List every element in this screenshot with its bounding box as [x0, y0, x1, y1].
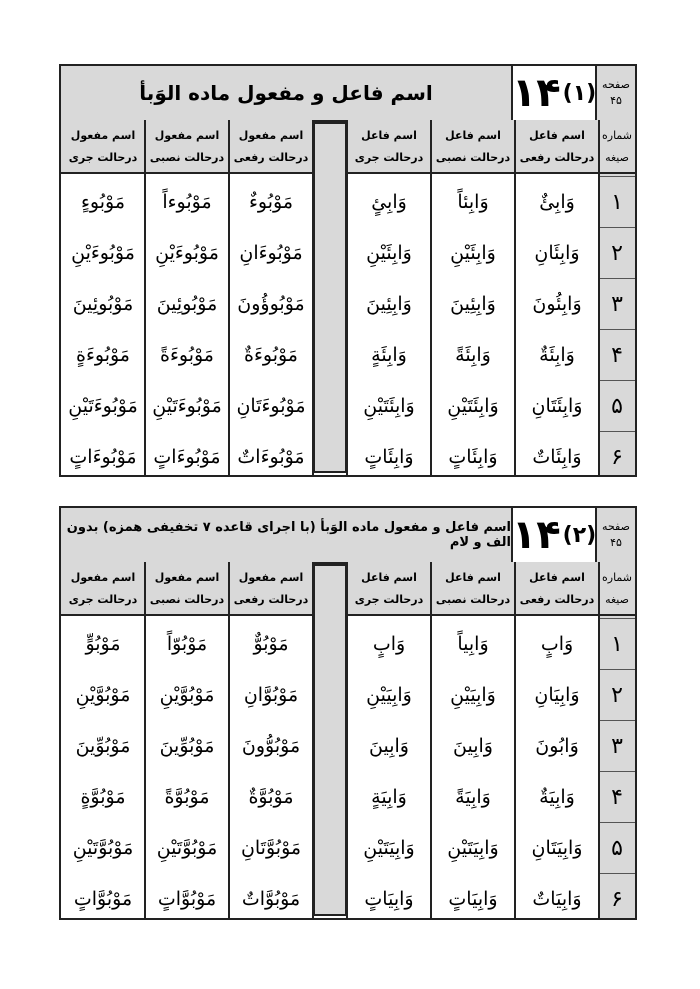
- table-number: ۱۴: [511, 512, 561, 558]
- table-cell: مَوْبُوءَتَيْنِ: [152, 394, 222, 417]
- table-cell: مَوْبُوءَاتٍ: [153, 445, 221, 468]
- column-header: [515, 562, 599, 616]
- table-column: [431, 562, 515, 918]
- table-column: [515, 562, 599, 918]
- grid-line: [228, 562, 230, 918]
- table-cell: وَابِئٌ: [539, 190, 575, 213]
- table-cell: وَابِئَيْنِ: [450, 241, 496, 264]
- table-cell: وَابِينَ: [369, 734, 409, 757]
- table-column: [61, 562, 145, 918]
- table-cell: مَوْبُوءَتَيْنِ: [68, 394, 138, 417]
- column-header-line1: اسم فاعل: [529, 570, 585, 584]
- table-cell: وَابِئَتَيْنِ: [363, 394, 415, 417]
- table-cell: وَابِيَاتٍ: [364, 887, 414, 910]
- table-cell: وَابِئَاتٌ: [532, 445, 582, 468]
- table-cell: مَوْبُوءَانِ: [239, 241, 303, 264]
- column-header: [431, 562, 515, 616]
- table-cell: مَوْبُوِّينَ: [159, 734, 215, 757]
- table-cell: وَابِينَ: [453, 734, 493, 757]
- grid-line: [144, 120, 146, 475]
- grid-line: [144, 562, 146, 918]
- table-cell: وَابِئَةٍ: [371, 343, 407, 366]
- table-cell: وَابِئٍ: [371, 190, 407, 213]
- table-cell: وَابِئِينَ: [450, 292, 496, 315]
- table-cell: وَابِئَتَانِ: [531, 394, 583, 417]
- table-cell: وَابِئَانِ: [534, 241, 580, 264]
- row-number: ۱: [599, 618, 635, 670]
- table-cell: مَوْبُوءٌ: [248, 190, 294, 213]
- row-number: ۶: [599, 873, 635, 925]
- row-number: ۴: [599, 329, 635, 381]
- column-separator: [313, 122, 347, 473]
- column-header-line1: اسم مفعول: [154, 570, 220, 584]
- column-header: [347, 120, 431, 174]
- table-cell: وَابِيَتَيْنِ: [363, 836, 415, 859]
- table-cell: مَوْبُوئِينَ: [72, 292, 134, 315]
- column-header-line2: درحالت نصبی: [435, 150, 511, 164]
- table-cell: مَوْبُوءاً: [162, 190, 212, 213]
- column-header-line1: اسم مفعول: [70, 570, 136, 584]
- table-cell: مَوْبُوءَةً: [160, 343, 214, 366]
- column-header-line2: درحالت رفعی: [519, 150, 595, 164]
- table-cell: مَوْبُوءَتَانِ: [236, 394, 306, 417]
- column-header: [61, 120, 145, 174]
- table-cell: مَوْبُوَّاتٌ: [241, 887, 301, 910]
- table-cell: وَابِيَتَانِ: [531, 836, 583, 859]
- column-header-line1: اسم فاعل: [361, 570, 417, 584]
- table-cell: وَابِيَةٌ: [539, 785, 575, 808]
- table-cell: وَابِئَاتٍ: [364, 445, 414, 468]
- column-header-line2: درحالت جری: [68, 150, 138, 164]
- table-cell: مَوْبُوءَيْنِ: [155, 241, 219, 264]
- column-header: [145, 562, 229, 616]
- table-column: [347, 120, 431, 475]
- table-cell: وَابِياً: [457, 632, 489, 655]
- column-header: [599, 120, 635, 174]
- row-number: ۵: [599, 822, 635, 874]
- grid-line: [514, 562, 516, 918]
- table-cell: مَوْبُوؤُونَ: [237, 292, 305, 315]
- column-header-line2: درحالت رفعی: [233, 150, 309, 164]
- row-header-line2: صیغه: [605, 592, 629, 606]
- row-number: ۳: [599, 720, 635, 772]
- column-header-line1: اسم فاعل: [529, 128, 585, 142]
- table-cell: وَابِئَةً: [455, 343, 491, 366]
- row-number: ۲: [599, 227, 635, 279]
- table-cell: مَوْبُوءَاتٌ: [237, 445, 305, 468]
- table-cell: وَابِيَيْنِ: [450, 683, 496, 706]
- column-header-line1: اسم فاعل: [361, 128, 417, 142]
- table-cell: مَوْبُوَّاتٍ: [73, 887, 133, 910]
- table-cell: وَابِيَةً: [455, 785, 491, 808]
- page-number: ۴۵: [610, 536, 622, 549]
- row-number: ۵: [599, 380, 635, 432]
- column-header: [431, 120, 515, 174]
- table-cell: وَابِئِينَ: [366, 292, 412, 315]
- table-cell: مَوْبُوئِينَ: [156, 292, 218, 315]
- table-cell: وَابِيَاتٌ: [532, 887, 582, 910]
- column-header-line2: درحالت جری: [354, 592, 424, 606]
- table-cell: مَوْبُوَّاتٍ: [157, 887, 217, 910]
- grid-line: [514, 120, 516, 475]
- table-cell: مَوْبُوَّةٍ: [80, 785, 126, 808]
- grid-line: [598, 120, 600, 475]
- grid-line: [346, 562, 348, 918]
- table-column: [145, 562, 229, 918]
- column-header-line2: درحالت جری: [354, 150, 424, 164]
- table-cell: مَوْبُوءَاتٍ: [69, 445, 137, 468]
- column-header-line2: درحالت نصبی: [149, 150, 225, 164]
- table-cell: وَابِيَاتٍ: [448, 887, 498, 910]
- table-cell: وَابِيَيْنِ: [366, 683, 412, 706]
- table-cell: وَابِئَةٌ: [539, 343, 575, 366]
- table-header: [61, 508, 635, 564]
- table-cell: مَوْبُوَّانِ: [243, 683, 299, 706]
- table-column: [347, 562, 431, 918]
- page-reference: [597, 66, 635, 120]
- table-column: [229, 562, 313, 918]
- page-label: صفحه: [602, 78, 630, 91]
- table-cell: مَوْبُوَّيْنِ: [159, 683, 215, 706]
- row-header-line2: صیغه: [605, 150, 629, 164]
- table-cell: وَابِئَتَيْنِ: [447, 394, 499, 417]
- conjugation-table-2: [59, 506, 637, 920]
- page-reference: [597, 508, 635, 562]
- table-number-badge: [511, 66, 597, 120]
- column-header-line1: اسم فاعل: [445, 570, 501, 584]
- table-cell: وَابٍ: [372, 632, 406, 655]
- column-header-line1: اسم مفعول: [154, 128, 220, 142]
- table-cell: مَوْبُوءَةٍ: [76, 343, 130, 366]
- column-header: [515, 120, 599, 174]
- table-cell: مَوْبُوَّيْنِ: [75, 683, 131, 706]
- column-header-line2: درحالت نصبی: [435, 592, 511, 606]
- table-subnumber: (۱): [562, 80, 597, 106]
- table-column: [599, 120, 635, 475]
- row-number: ۱: [599, 176, 635, 228]
- table-cell: وَابِئَيْنِ: [366, 241, 412, 264]
- table-subnumber: (۲): [562, 522, 597, 548]
- row-number: ۲: [599, 669, 635, 721]
- table-column: [599, 562, 635, 918]
- row-header-line1: شماره: [602, 570, 633, 584]
- conjugation-table-1: [59, 64, 637, 477]
- grid-line: [430, 120, 432, 475]
- table-cell: وَابِئُونَ: [532, 292, 582, 315]
- table-title: اسم فاعل و مفعول ماده الوَبأ (با اجرای قاعده ۷ تخفیفی همزه) بدون الف و لام: [61, 508, 511, 562]
- row-number: ۳: [599, 278, 635, 330]
- table-title: اسم فاعل و مفعول ماده الوَبأ: [61, 66, 511, 120]
- table-cell: وَابِئَاتٍ: [448, 445, 498, 468]
- table-cell: وَابِيَةٍ: [371, 785, 407, 808]
- table-cell: مَوْبُوّاً: [166, 632, 208, 655]
- column-header-line1: اسم مفعول: [238, 128, 304, 142]
- table-cell: مَوْبُوٍّ: [85, 632, 121, 655]
- page-number: ۴۵: [610, 94, 622, 107]
- page-label: صفحه: [602, 520, 630, 533]
- grid-line: [430, 562, 432, 918]
- row-number: ۶: [599, 431, 635, 483]
- table-cell: مَوْبُوَّةٌ: [248, 785, 294, 808]
- table-cell: وَابِيَانِ: [534, 683, 580, 706]
- table-column: [229, 120, 313, 475]
- table-column: [145, 120, 229, 475]
- column-header-line2: درحالت رفعی: [519, 592, 595, 606]
- grid-line: [346, 120, 348, 475]
- column-header-line2: درحالت نصبی: [149, 592, 225, 606]
- column-header-line1: اسم مفعول: [238, 570, 304, 584]
- table-column: [515, 120, 599, 475]
- grid-line: [228, 120, 230, 475]
- table-cell: مَوْبُوَّةً: [164, 785, 210, 808]
- grid-line: [312, 120, 314, 475]
- table-cell: مَوْبُوَّتَانِ: [240, 836, 302, 859]
- column-header: [145, 120, 229, 174]
- table-number: ۱۴: [511, 70, 561, 116]
- column-header-line2: درحالت جری: [68, 592, 138, 606]
- table-cell: مَوْبُوءَةٌ: [244, 343, 298, 366]
- column-header-line1: اسم مفعول: [70, 128, 136, 142]
- table-header: [61, 66, 635, 122]
- table-column: [431, 120, 515, 475]
- table-cell: وَابِيَتَيْنِ: [447, 836, 499, 859]
- grid-line: [598, 562, 600, 918]
- table-cell: مَوْبُوِّينَ: [75, 734, 131, 757]
- column-header-line1: اسم فاعل: [445, 128, 501, 142]
- column-separator: [313, 564, 347, 916]
- table-cell: مَوْبُوٌّ: [253, 632, 289, 655]
- table-cell: مَوْبُوءَيْنِ: [71, 241, 135, 264]
- table-cell: مَوْبُوُّونَ: [241, 734, 301, 757]
- column-header: [229, 562, 313, 616]
- table-cell: وَابِئاً: [457, 190, 489, 213]
- table-cell: مَوْبُوَّتَيْنِ: [156, 836, 218, 859]
- table-column: [61, 120, 145, 475]
- row-number: ۴: [599, 771, 635, 823]
- column-header: [61, 562, 145, 616]
- table-cell: مَوْبُوَّتَيْنِ: [72, 836, 134, 859]
- column-header-line2: درحالت رفعی: [233, 592, 309, 606]
- table-cell: وَابٍ: [540, 632, 574, 655]
- column-header: [599, 562, 635, 616]
- column-header: [229, 120, 313, 174]
- table-number-badge: [511, 508, 597, 562]
- grid-line: [312, 562, 314, 918]
- table-cell: وَابُونَ: [535, 734, 579, 757]
- table-cell: مَوْبُوءٍ: [80, 190, 126, 213]
- row-header-line1: شماره: [602, 128, 633, 142]
- column-header: [347, 562, 431, 616]
